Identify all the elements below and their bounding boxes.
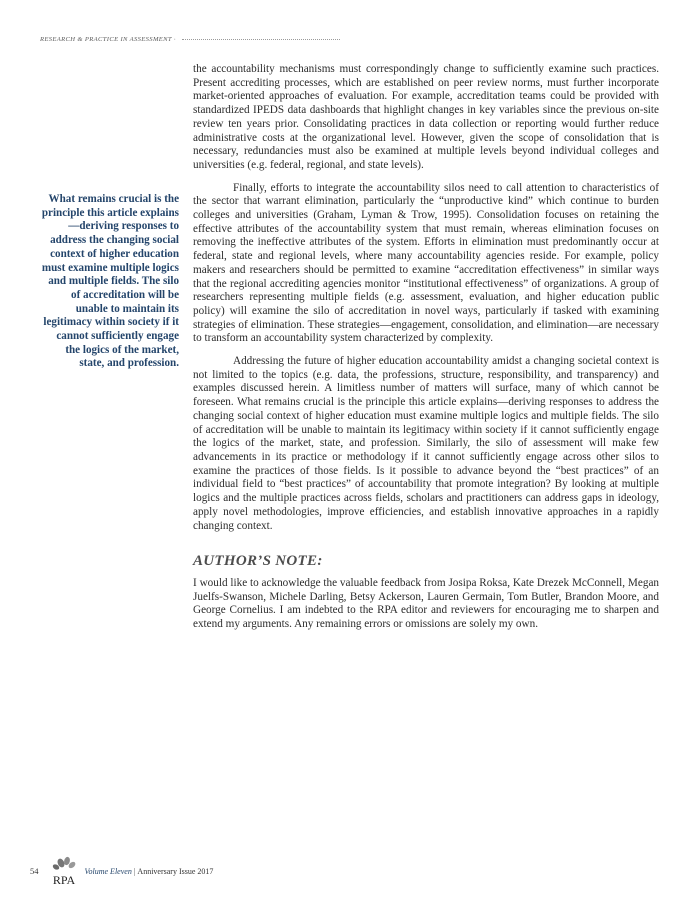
main-column — [193, 63, 659, 632]
authors-note-text: I would like to acknowledge the valuable feedback from Josipa Roksa, Kate Drezek McConnell, Megan Juelfs-Swanson, Michele Darling, Betsy Ackerson, Lauren Germain, Tom Butler, Brandon Moore, and George Cornelius. I am indebted to the RPA editor and reviewers for encouraging me to sharpen and extend my arguments. Any remaining errors or omissions are solely my own. — [193, 576, 659, 631]
page-footer — [30, 856, 213, 886]
issue-name: Anniversary Issue 2017 — [137, 866, 214, 876]
issue-volume: Volume Eleven — [84, 866, 132, 876]
body-paragraph: Finally, efforts to integrate the accountability silos need to call attention to characteristics of the sector that warrant elimination, particularly the “unproductive kind” which continue to burden colleges and universities (Graham, Lyman & Trow, 1995). Consolidation focuses on retaining the effective attributes of the accountability system that must remain, whereas elimination focuses on removing the ineffective attributes of the system. Efforts in elimination must predominantly occur at federal, state and regional levels, where many accountability agencies reside. For example, policy makers and researchers should be permitted to examine “accreditation effectiveness” in similar ways that the regional accrediting agencies monitor “institutional effectiveness” of organizations. A group of researchers representing multiple fields (e.g. assessment, evaluation, and higher education public policy) will examine the silo of accreditation in novel ways, particularly if tasked with examining strategies of elimination. These strategies—engagement, consolidation, and elimination—are necessary to transform an accountability system characterized by complexity. — [193, 181, 659, 345]
logo-text: RPA — [52, 873, 75, 886]
body-paragraph: Addressing the future of higher education accountability amidst a changing societal context is not limited to the topics (e.g. data, the professions, structure, responsibility, and transparency) and examples discussed herein. A limitless number of matters will surface, many of which cannot be foreseen. What remains crucial is the principle this article explains—deriving responses to address the changing social context of higher education must examine multiple logics and multiple fields. The silo of accreditation will be unable to maintain its legitimacy within society if it cannot sufficiently engage the logics of the market, state, and profession. Similarly, the silo of assessment will make few advancements in its practice or methodology if it cannot sufficiently engage across other silos to examine the practices of those fields. Is it possible to advance beyond the “best practices” of an individual field to “best practices” of accountability that promote integration? By looking at multiple logics and the multiple practices across fields, scholars and practitioners can address gaps in ideology, apply novel methodologies, improve efficiencies, and establish innovative approaches in a rapidly changing context. — [193, 355, 659, 532]
authors-note-heading: AUTHOR’S NOTE: — [193, 553, 323, 570]
issue-separator: | — [133, 866, 136, 876]
header-dotted-rule — [182, 39, 340, 40]
page-number: 54 — [30, 866, 39, 876]
pull-quote: What remains crucial is the principle this article explains—deriving responses to address the changing social context of higher education must examine multiple logics and multiple fields. The silo of accreditation will be unable to maintain its legitimacy within society if it cannot sufficiently engage the logics of the market, state, and profession. — [41, 193, 179, 370]
rpa-flower-logo-icon — [47, 856, 81, 886]
running-header-label: RESEARCH & PRACTICE IN ASSESSMENT · — [40, 35, 176, 43]
running-header — [40, 33, 340, 45]
body-paragraph: the accountability mechanisms must correspondingly change to sufficiently examine such practices. Present accrediting processes, which are established on peer review norms, must further incorporate market-oriented approaches of evaluation. For example, accreditation teams could be provided with standardized IPEDS data dashboards that highlight changes in key variables since the previous on-site review ten years prior. Consolidating practices in data collection or reporting would further reduce administrative costs at the organizational level. However, given the scope of consolidation that is necessary, redundancies must also be examined at multiple levels beyond individual colleges and universities (e.g. federal, regional, and state levels). — [193, 63, 659, 171]
